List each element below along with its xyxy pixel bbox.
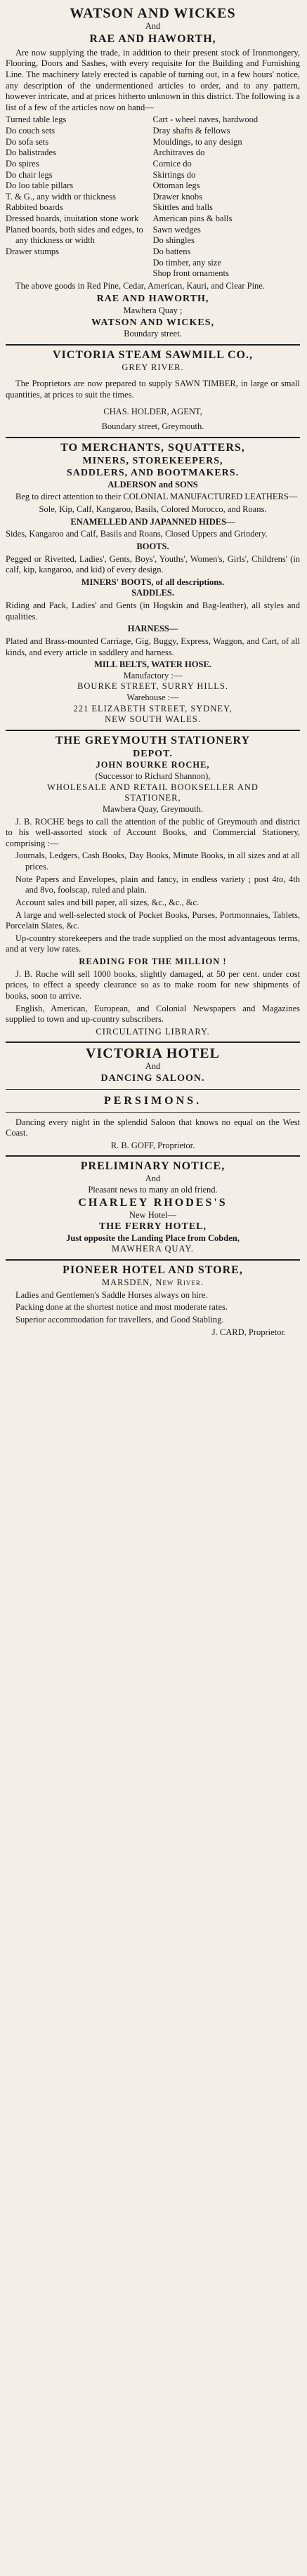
list-item: Architraves do (152, 147, 205, 158)
list-item: Do chair legs (6, 169, 53, 180)
ad-heading: MINERS, STOREKEEPERS, (82, 455, 223, 466)
ad-location: MARSDEN, New River. (102, 1277, 204, 1287)
signature-address: Mawhera Quay ; (123, 305, 183, 315)
ad-paragraph: Riding and Pack, Ladies' and Gents (in Hogskin and Bag-leather), all styles and qualities. (6, 600, 300, 622)
ad-paragraph: Ladies and Gentlemen's Saddle Horses always on hire. (15, 1289, 208, 1300)
manufactory-label: Manufactory :— (123, 670, 183, 681)
list-item: Drawer stumps (6, 246, 60, 256)
hotel-location: Just opposite the Landing Place from Cobden, (66, 1233, 240, 1243)
ad-alderson-sons (6, 438, 300, 731)
ad-heading: DANCING SALOON. (100, 1073, 205, 1084)
list-item: Do shingles (152, 235, 195, 246)
hotel-name: THE FERRY HOTEL, (98, 1221, 207, 1233)
list-item: Ottoman legs (152, 180, 200, 191)
ad-heading: THE GREYMOUTH STATIONERY (55, 734, 251, 747)
signature: RAE AND HAWORTH, (96, 294, 209, 305)
warehouse-address: 221 ELIZABETH STREET, SYDNEY, (73, 703, 233, 714)
list-item: Do couch sets (6, 126, 55, 136)
ad-paragraph: Sides, Kangaroo and Calf, Basils and Roans, Closed Uppers and Grindery. (6, 529, 268, 539)
address: MAWHERA QUAY. (112, 1244, 194, 1254)
section-heading: MINERS' BOOTS, of all descriptions. (81, 577, 225, 587)
list-item: Shop front ornaments (152, 268, 229, 279)
list-item: Planed boards, both sides and edges, to any thickness or width (6, 224, 143, 246)
list-item: Do spires (6, 158, 39, 169)
warehouse-label: Warehouse :— (126, 692, 179, 702)
list-item: Do sofa sets (6, 136, 49, 147)
ad-heading: DEPOT. (133, 748, 173, 759)
successor-note: (Successor to Richard Shannon), (95, 771, 211, 781)
ad-paragraph: Packing done at the shortest notice and most moderate rates. (15, 1302, 228, 1313)
item-list-right (153, 114, 301, 279)
state-name: NEW SOUTH WALES. (105, 714, 201, 725)
ad-heading: SADDLERS, AND BOOTMAKERS. (66, 468, 240, 479)
ad-heading: TO MERCHANTS, SQUATTERS, (60, 441, 245, 454)
item-list (6, 114, 300, 279)
ad-closing: The above goods in Red Pine, Cedar, American, Kauri, and Clear Pine. (15, 280, 265, 291)
trade-line: STATIONER, (124, 793, 181, 803)
ad-paragraph: A large and well-selected stock of Pocket Books, Purses, Portmonnaies, Tablets, Porcelain Slates, &c. (6, 909, 300, 931)
section-heading: SADDLES. (131, 588, 174, 598)
ad-body: Dancing every night in the splendid Saloon that knows no equal on the West Coast. (6, 1117, 300, 1138)
section-heading: BOOTS. (136, 541, 169, 551)
divider (6, 1089, 300, 1090)
list-item: T. & G., any width or thickness (6, 191, 117, 202)
ad-heading-secondary: RAE AND HAWORTH, (89, 32, 216, 45)
ad-paragraph: Superior accommodation for travellers, and Good Stabling. (15, 1314, 224, 1325)
list-item: Sawn wedges (152, 224, 201, 235)
list-item: Dray shafts & fellows (152, 126, 230, 136)
ad-heading-and: And (145, 21, 161, 31)
list-item: Do timber, any size (152, 257, 221, 268)
section-heading: MILL BELTS, WATER HOSE. (94, 659, 211, 670)
trade-line: WHOLESALE AND RETAIL BOOKSELLER AND (47, 782, 259, 792)
library-line: CIRCULATING LIBRARY. (96, 1026, 210, 1037)
agent-address: Boundary street, Greymouth. (101, 421, 204, 432)
ad-paragraph: Beg to direct attention to their COLONIAL MANUFACTURED LEATHERS— (15, 492, 298, 502)
ad-heading: PRELIMINARY NOTICE, (80, 1160, 226, 1173)
item-list-left (6, 114, 153, 279)
signature: WATSON AND WICKES, (91, 317, 215, 328)
ad-heading: WATSON AND WICKES (70, 6, 236, 21)
ad-paragraph: Plated and Brass-mounted Carriage, Gig, Buggy, Express, Waggon, and Cart, of all kinds, and every article in saddlery and harness. (6, 636, 300, 657)
section-heading: READING FOR THE MILLION ! (79, 957, 227, 966)
ad-heading: PIONEER HOTEL AND STORE, (63, 1264, 243, 1276)
ad-body: Pleasant news to many an old friend. (88, 1185, 218, 1195)
ad-heading: VICTORIA HOTEL (86, 1046, 220, 1062)
list-item: American pins & balls (152, 213, 233, 223)
list-item: Mouldings, to any design (152, 136, 242, 147)
signature: J. CARD, Proprietor. (211, 1327, 286, 1337)
ad-paragraph: Sole, Kip, Calf, Kangaroo, Basils, Colored Morocco, and Roans. (39, 504, 267, 514)
ad-watson-wickes (6, 3, 300, 346)
list-item: Cornice do (152, 158, 192, 169)
ad-intro: Are now supplying the trade, in addition to their present stock of Ironmongery, Flooring, Doors and Sashes, with every requisite for the Building and Furnishing Line. The machinery lately erected is capable of turning out, in a few hours' notice, any description of the undermentioned articles to order, and to any pattern, however intricate, and at prices hitherto unknown in this district. The following is a list of a few of the articles now on hand— (6, 47, 300, 112)
ad-ferry-hotel (6, 1157, 300, 1261)
address: Mawhera Quay, Greymouth. (103, 803, 203, 814)
list-item: Do battens (152, 246, 191, 256)
ad-heading: VICTORIA STEAM SAWMILL CO., (53, 348, 253, 361)
proprietor-name: JOHN BOURKE ROCHE, (96, 760, 210, 770)
ad-location: GREY RIVER. (122, 362, 184, 372)
ad-paragraph: Up-country storekeepers and the trade supplied on the most advantageous terms, and at very low rates. (6, 933, 300, 954)
ad-body: The Proprietors are now prepared to supply SAWN TIMBER, in large or small quantities, at prices to suit the times. (6, 379, 300, 400)
ad-heading-and: And (145, 1061, 161, 1072)
ad-victoria-hotel (6, 1043, 300, 1157)
ad-stationery-depot (6, 731, 300, 1044)
ad-subheading: PERSIMONS. (103, 1094, 202, 1107)
list-item: Skittles and balls (152, 202, 213, 213)
hotel-new: New Hotel— (129, 1209, 176, 1220)
firm-name: ALDERSON and SONS (107, 479, 198, 489)
agent-name: CHAS. HOLDER, AGENT, (103, 406, 202, 416)
signature: R. B. GOFF, Proprietor. (110, 1140, 195, 1150)
section-heading: ENAMELLED AND JAPANNED HIDES— (70, 516, 235, 527)
list-item: Skirtings do (152, 169, 196, 180)
signature-address: Boundary street. (124, 329, 182, 339)
list-item: Rabbited boards (6, 202, 63, 213)
list-item: Dressed boards, inuitation stone work (6, 213, 139, 223)
section-heading: HARNESS— (127, 624, 178, 634)
ad-heading-and: And (145, 1174, 161, 1184)
ad-paragraph: J. B. ROCHE begs to call the attention of the public of Greymouth and district to his well-assorted stock of Account Books, and Commercial Stationery, comprising :— (6, 816, 300, 848)
ad-pioneer-hotel (6, 1261, 300, 1342)
list-item: Do balistrades (6, 147, 56, 158)
ad-victoria-sawmill (6, 346, 300, 438)
list-item: Drawer knobs (152, 191, 202, 202)
stock-list-item: Journals, Ledgers, Cash Books, Day Books, Minute Books, in all sizes and at all prices. (15, 850, 300, 872)
stock-list-item: Account sales and bill paper, all sizes, &c., &c., &c. (15, 897, 200, 907)
proprietor-name: CHARLEY RHODES'S (78, 1196, 228, 1209)
divider (6, 1112, 300, 1113)
ad-paragraph: Pegged or Rivetted, Ladies', Gents, Boys', Youths', Women's, Girls', Childrens' (in calf, kip, kangaroo, and kid) of every design. (6, 553, 300, 575)
list-item: Cart - wheel naves, hardwood (152, 114, 259, 125)
ad-paragraph: J. B. Roche will sell 1000 books, slightly damaged, at 50 per cent. under cost prices, to effect a speedy clearance so as to make room for new shipments of books, soon to arrive. (6, 968, 300, 1001)
ad-paragraph: English, American, European, and Colonial Newspapers and Magazines supplied to town and up-country subscribers. (6, 1003, 300, 1025)
stock-list-item: Note Papers and Envelopes, plain and fancy, in endless variety ; post 4to, 4th and 8vo, foolscap, ruled and plain. (15, 874, 300, 895)
list-item: Turned table legs (6, 114, 67, 125)
list-item: Do loo table pillars (6, 180, 74, 191)
manufactory-address: BOURKE STREET, SURRY HILLS. (77, 681, 228, 692)
